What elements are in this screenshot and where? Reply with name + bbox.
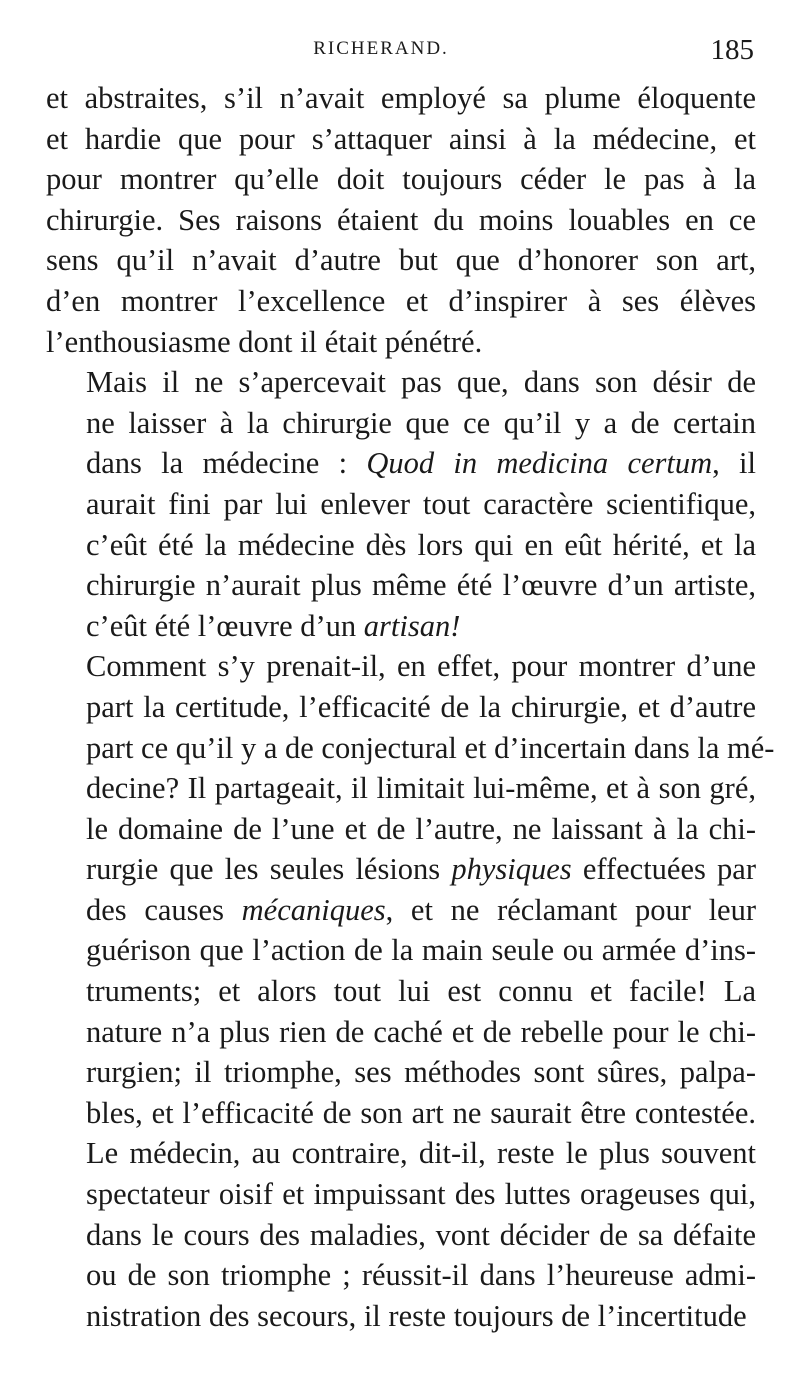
text-run: , il [712,446,756,481]
text-run: nature n’a plus rien de caché et de rebelle pour le chi- [86,1014,756,1049]
paragraph [46,362,756,646]
text-line [46,1255,756,1296]
text-line [46,728,775,769]
text-line [46,1215,756,1256]
text-line [46,1012,756,1053]
text-line [46,890,756,931]
text-run: truments; et alors tout lui est connu et facile! La [86,974,756,1009]
text-line [46,1052,756,1093]
text-run: pour montrer qu’elle doit toujours céder le pas à la [46,162,756,197]
text-run: ne laisser à la chirurgie que ce qu’il y a de certain [86,405,756,440]
text-line [46,687,756,728]
text-line [46,768,756,809]
paragraph [46,646,775,1336]
text-run: c’eût été la médecine dès lors qui en eût hérité, et la [86,527,756,562]
italic-phrase: mécaniques [241,892,386,927]
text-run: d’en montrer l’excellence et d’inspirer à ses élèves [46,283,756,318]
text-line [46,362,756,403]
text-line [46,1093,756,1134]
text-run: rurgien; il triomphe, ses méthodes sont sûres, palpa- [86,1055,756,1090]
text-line [46,119,756,160]
text-line [46,809,756,850]
text-run: chirurgie n’aurait plus même été l’œuvre d’un artiste, [86,568,756,603]
body-text [46,78,775,1336]
text-line [46,281,756,322]
text-line [46,159,756,200]
paragraph [46,78,756,362]
text-run: sens qu’il n’avait d’autre but que d’honorer son art, [46,243,756,278]
text-run: part ce qu’il y a de conjectural et d’incertain dans la mé- [86,730,775,765]
text-line [46,930,756,971]
text-line [46,971,756,1012]
running-head-author: RICHERAND. [313,38,449,59]
text-run: spectateur oisif et impuissant des luttes orageuses qui, [86,1177,756,1212]
text-run: bles, et l’efficacité de son art ne saurait être contestée. [86,1095,756,1130]
text-run: Mais il ne s’apercevait pas que, dans son désir de [86,365,756,400]
text-run: Le médecin, au contraire, dit-il, reste le plus souvent [86,1136,756,1171]
text-line [46,403,756,444]
text-line [46,606,756,647]
text-line [46,525,756,566]
text-run: chirurgie. Ses raisons étaient du moins louables en ce [46,202,756,237]
italic-phrase: Quod in medicina certum [366,446,713,481]
text-run: part la certitude, l’efficacité de la chirurgie, et d’autre [86,689,756,724]
text-line [46,646,756,687]
text-run: aurait fini par lui enlever tout caractère scientifique, [86,486,756,521]
text-run: dans le cours des maladies, vont décider de sa défaite [86,1217,756,1252]
text-run: l’enthousiasme dont il était pénétré. [46,324,483,359]
text-line [46,484,756,525]
text-run: nistration des secours, il reste toujours de l’incertitude [86,1298,747,1333]
text-run: c’eût été l’œuvre d’un [86,608,364,643]
text-run: rurgie que les seules lésions [86,852,452,887]
text-run: le domaine de l’une et de l’autre, ne laissant à la chi- [86,811,756,846]
text-line [46,240,756,281]
text-run: guérison que l’action de la main seule ou armée d’ins- [86,933,756,968]
text-line [46,1296,756,1337]
text-line [46,78,756,119]
italic-phrase: artisan! [363,608,461,643]
text-run: des causes [86,892,242,927]
text-run: et hardie que pour s’attaquer ainsi à la médecine, et [46,121,756,156]
text-line [46,200,756,241]
text-line [46,849,756,890]
running-head [46,34,756,78]
page-number: 185 [710,34,754,66]
text-run: dans la médecine : [86,446,367,481]
text-line [46,565,756,606]
text-line [46,322,756,363]
text-line [46,443,756,484]
text-run: , et ne réclamant pour leur [385,892,756,927]
text-run: effectuées par [571,852,757,887]
text-line [46,1174,756,1215]
italic-phrase: physiques [451,852,572,887]
text-line [46,1133,756,1174]
text-run: decine? Il partageait, il limitait lui-même, et à son gré, [86,771,756,806]
text-run: Comment s’y prenait-il, en effet, pour montrer d’une [86,649,756,684]
text-run: et abstraites, s’il n’avait employé sa plume éloquente [46,81,756,115]
text-run: ou de son triomphe ; réussit-il dans l’heureuse admi- [86,1258,756,1293]
